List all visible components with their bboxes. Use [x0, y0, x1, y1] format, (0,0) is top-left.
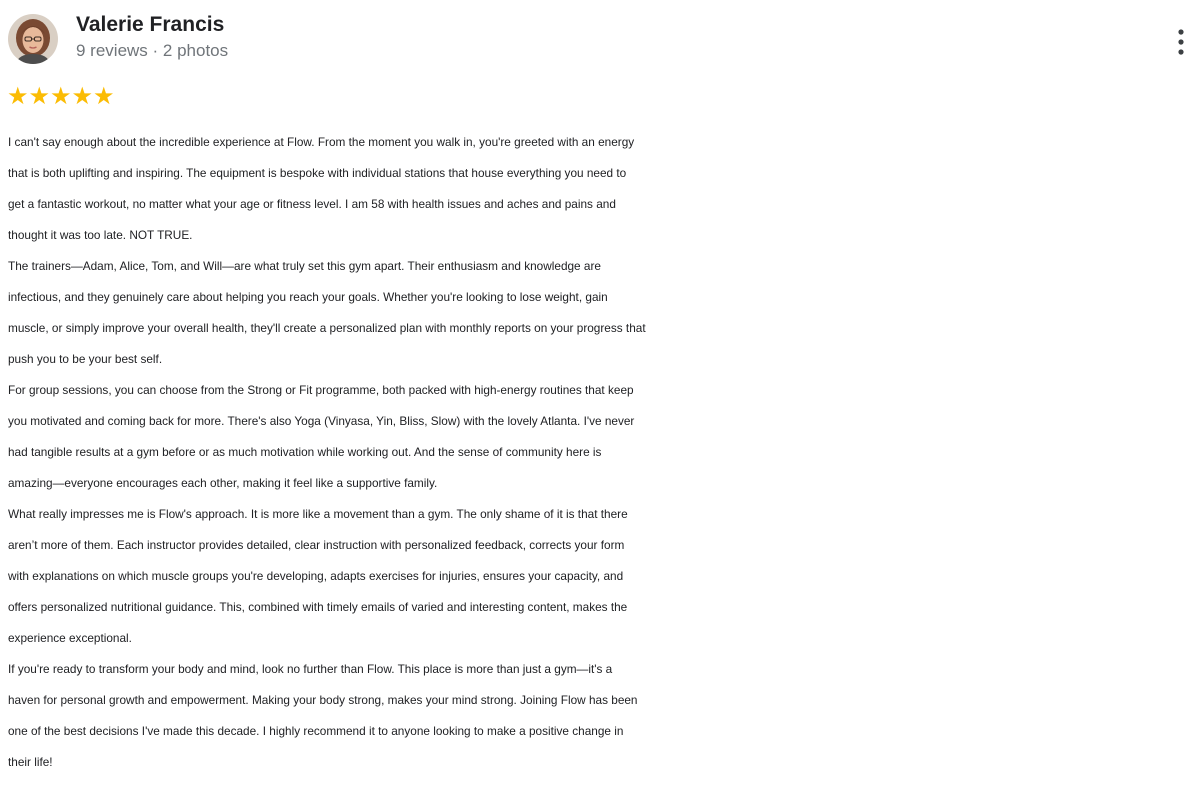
- review-header: [8, 14, 228, 64]
- review-text-line: muscle, or simply improve your overall health, they'll create a personalized plan with monthly reports on your progress that: [8, 321, 646, 335]
- review-text: [8, 127, 1200, 778]
- author-info: [76, 12, 228, 62]
- author-name[interactable]: Valerie Francis: [76, 13, 225, 36]
- review-text-line: that is both uplifting and inspiring. The equipment is bespoke with individual stations that house everything you need to: [8, 166, 627, 180]
- review-text-line: you motivated and coming back for more. There's also Yoga (Vinyasa, Yin, Bliss, Slow) with the lovely Atlanta. I've never: [8, 414, 635, 428]
- review-text-line: amazing—everyone encourages each other, making it feel like a supportive family.: [8, 476, 438, 490]
- review-text-line: For group sessions, you can choose from the Strong or Fit programme, both packed with high-energy routines that keep: [8, 383, 634, 397]
- star-icon: ★: [50, 83, 72, 110]
- review-text-line: If you're ready to transform your body and mind, look no further than Flow. This place is more than just a gym—it's a: [8, 662, 613, 676]
- avatar[interactable]: [8, 14, 58, 64]
- star-rating: [7, 84, 115, 110]
- star-icon: ★: [93, 83, 115, 110]
- review-text-line: one of the best decisions I've made this decade. I highly recommend it to anyone looking to make a positive change in: [8, 724, 624, 738]
- review-text-line: aren’t more of them. Each instructor provides detailed, clear instruction with personalized feedback, corrects your form: [8, 538, 625, 552]
- author-meta: 9 reviews · 2 photos: [76, 41, 229, 60]
- review-text-line: had tangible results at a gym before or as much motivation while working out. And the sense of community here is: [8, 445, 602, 459]
- star-icon: ★: [71, 83, 94, 110]
- review-text-line: infectious, and they genuinely care about helping you reach your goals. Whether you're looking to lose weight, gain: [8, 290, 608, 304]
- review-text-line: experience exceptional.: [8, 631, 132, 645]
- review-text-line: their life!: [8, 755, 53, 769]
- review-text-line: get a fantastic workout, no matter what your age or fitness level. I am 58 with health issues and aches and pains and: [8, 197, 616, 211]
- review-text-line: What really impresses me is Flow's approach. It is more like a movement than a gym. The only shame of it is that there: [8, 507, 628, 521]
- more-vert-icon: [1168, 26, 1194, 60]
- review-text-line: offers personalized nutritional guidance. This, combined with timely emails of varied and interesting content, makes the: [8, 600, 628, 614]
- review-text-line: push you to be your best self.: [8, 352, 163, 366]
- star-icon: ★: [28, 83, 51, 110]
- review-text-line: thought it was too late. NOT TRUE.: [8, 228, 193, 242]
- more-options-button[interactable]: [1168, 26, 1194, 60]
- review-text-line: haven for personal growth and empowerment. Making your body strong, makes your mind strong. Joining Flow has been: [8, 693, 638, 707]
- review-text-line: I can't say enough about the incredible experience at Flow. From the moment you walk in, you're greeted with an energy: [8, 135, 635, 149]
- avatar-photo: [8, 14, 58, 64]
- review-text-line: The trainers—Adam, Alice, Tom, and Will—are what truly set this gym apart. Their enthusiasm and knowledge are: [8, 259, 601, 273]
- star-icon: ★: [7, 83, 29, 110]
- review-text-line: with explanations on which muscle groups you're developing, adapts exercises for injuries, ensures your capacity, and: [8, 569, 624, 583]
